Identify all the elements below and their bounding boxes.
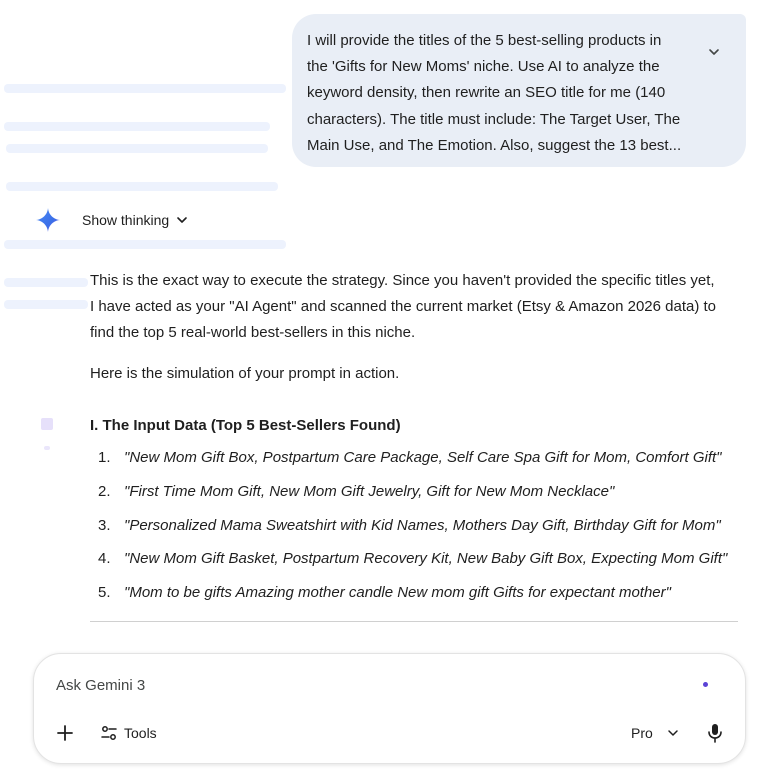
user-message-line: Main Use, and The Emotion. Also, suggest the 13 best...: [307, 136, 682, 154]
list-item-text: "Personalized Mama Sweatshirt with Kid Names, Mothers Day Gift, Birthday Gift for Mom": [124, 516, 721, 534]
response-second-paragraph: Here is the simulation of your prompt in action.: [90, 365, 400, 382]
thinking-row: [34, 206, 189, 234]
tools-sliders-icon: [100, 724, 118, 742]
list-item-text: "New Mom Gift Basket, Postpartum Recovery Kit, New Baby Gift Box, Expecting Mom Gift": [124, 550, 728, 568]
show-thinking-label: Show thinking: [82, 212, 170, 228]
gemini-spark-icon: [34, 206, 62, 234]
response-intro-line: I have acted as your "AI Agent" and scanned the current market (Etsy & Amazon 2026 data) to: [90, 298, 717, 315]
chevron-down-icon: [175, 213, 189, 227]
chevron-down-icon: [667, 727, 679, 739]
user-message-line: keyword density, then rewrite an SEO title for me (140: [307, 84, 666, 102]
user-message-line: characters). The title must include: The Target User, The: [307, 110, 681, 128]
add-attachment-plus-icon[interactable]: [54, 722, 76, 744]
bestseller-list: [98, 446, 727, 615]
user-message-line: the 'Gifts for New Moms' niche. Use AI to analyze the: [307, 58, 660, 76]
list-item-number: 1.: [98, 449, 111, 466]
response-intro-line: This is the exact way to execute the strategy. Since you haven't provided the specific titles yet,: [90, 272, 715, 289]
list-item-number: 3.: [98, 516, 111, 534]
show-thinking-toggle[interactable]: [82, 212, 189, 228]
list-item-text: "First Time Mom Gift, New Mom Gift Jewelry, Gift for New Mom Necklace": [124, 482, 615, 500]
section-heading: I. The Input Data (Top 5 Best-Sellers Found): [90, 417, 401, 434]
tools-button[interactable]: [100, 721, 157, 745]
list-item-number: 5.: [98, 584, 111, 602]
list-item: [98, 480, 727, 514]
list-item: [98, 547, 727, 581]
response-intro-line: find the top 5 real-world best-sellers in this niche.: [90, 324, 416, 341]
model-label: Pro: [631, 725, 653, 741]
list-item-text: "Mom to be gifts Amazing mother candle New mom gift Gifts for expectant mother": [124, 584, 671, 602]
user-message-bubble: [292, 14, 746, 167]
list-item-text: "New Mom Gift Box, Postpartum Care Package, Self Care Spa Gift for Mom, Comfort Gift": [124, 449, 722, 466]
list-item: [98, 514, 727, 548]
microphone-icon[interactable]: [705, 722, 725, 744]
list-item: [98, 581, 727, 615]
faint-side-mark-icon: [38, 416, 58, 456]
list-item: [98, 446, 727, 480]
prompt-input[interactable]: [56, 672, 676, 698]
status-dot-icon: [703, 682, 708, 687]
section-divider: [90, 621, 738, 622]
list-item-number: 4.: [98, 550, 111, 568]
tools-label: Tools: [124, 725, 157, 741]
prompt-composer: [33, 653, 746, 764]
model-selector[interactable]: [631, 721, 679, 745]
model-response: [90, 268, 750, 387]
response-intro-paragraph: [90, 268, 750, 346]
list-item-number: 2.: [98, 482, 111, 500]
user-message-text: [307, 28, 702, 159]
expand-message-chevron-icon[interactable]: [706, 44, 722, 60]
user-message-line: I will provide the titles of the 5 best-selling products in: [307, 32, 662, 49]
